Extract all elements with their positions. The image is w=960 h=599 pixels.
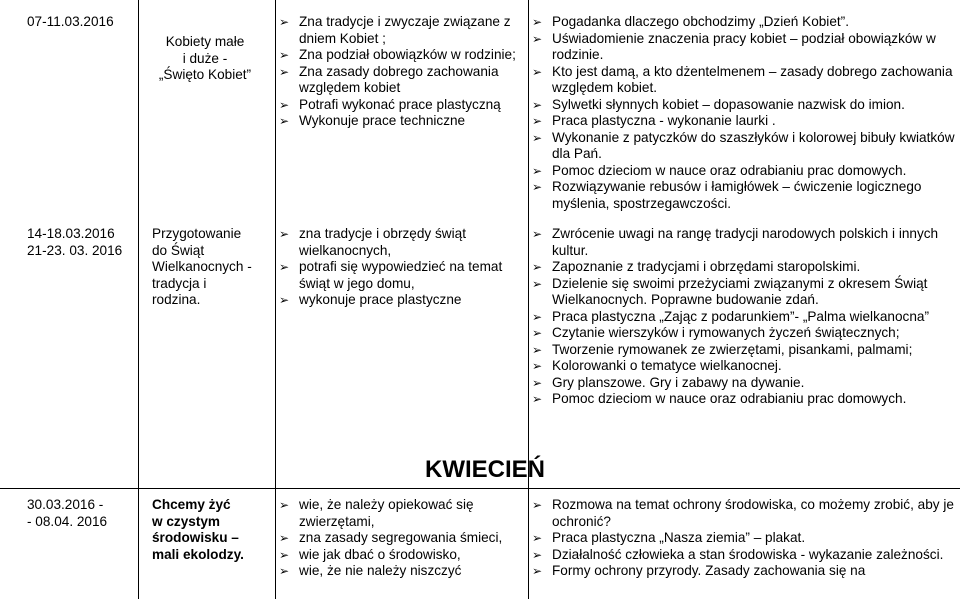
arrowhead-bullet-icon: ➢	[532, 260, 543, 274]
topic-line: i duże -	[182, 50, 228, 66]
row-1-topic	[142, 34, 268, 84]
activity-item-text: Zwrócenie uwagi na rangę tradycji narodowych polskich i innych kultur.	[552, 226, 939, 258]
month-heading: KWIECIEŃ	[425, 456, 545, 483]
arrowhead-bullet-icon: ➢	[279, 531, 290, 545]
activity-item-text: Tworzenie rymowanek ze zwierzętami, pisankami, palmami;	[552, 341, 913, 357]
goal-item-text: wie, że należy opiekować się zwierzętami,	[299, 497, 474, 529]
row-3-activities	[532, 497, 956, 580]
goal-item	[279, 530, 524, 547]
goal-item	[279, 113, 524, 130]
arrowhead-bullet-icon: ➢	[279, 260, 290, 274]
date-range: 21-23. 03. 2016	[27, 242, 123, 258]
arrowhead-bullet-icon: ➢	[532, 163, 543, 178]
arrowhead-bullet-icon: ➢	[532, 114, 543, 128]
row-2-topic	[152, 226, 272, 309]
row-2-goals	[279, 226, 524, 309]
row-2-dates	[27, 226, 135, 259]
activity-item	[532, 179, 956, 212]
date-range: 30.03.2016 -	[27, 497, 104, 512]
goal-item-text: potrafi się wypowiedzieć na temat świąt w jego domu,	[299, 259, 503, 291]
arrowhead-bullet-icon: ➢	[279, 114, 290, 128]
topic-line: Chcemy żyć	[152, 497, 231, 512]
arrowhead-bullet-icon: ➢	[532, 31, 543, 46]
activity-item	[532, 358, 956, 375]
activity-item-text: Wykonanie z patyczków do szaszłyków i kolorowej bibuły kwiatków dla Pań.	[552, 129, 955, 161]
goal-item	[279, 259, 524, 292]
goal-item-text: Zna podział obowiązków w rodzinie;	[299, 47, 516, 62]
activity-item	[532, 14, 956, 31]
activity-item-text: Pogadanka dlaczego obchodzimy „Dzień Kobiet”.	[552, 14, 849, 29]
arrowhead-bullet-icon: ➢	[532, 531, 543, 545]
activity-item-text: Rozwiązywanie rebusów i łamigłówek – ćwiczenie logicznego myślenia, spostrzegawczości.	[552, 179, 922, 211]
goal-item-text: Zna zasady dobrego zachowania względem kobiet	[299, 63, 499, 95]
topic-line: do Świąt	[152, 242, 205, 258]
arrowhead-bullet-icon: ➢	[279, 293, 290, 307]
activity-item	[532, 113, 956, 130]
goal-item	[279, 97, 524, 114]
activity-item	[532, 259, 956, 276]
activity-item	[532, 97, 956, 114]
goal-item-text: Potrafi wykonać prace plastyczną	[299, 96, 501, 112]
goal-item	[279, 47, 524, 64]
activity-item	[532, 563, 956, 580]
arrowhead-bullet-icon: ➢	[279, 97, 290, 112]
row-3-goals	[279, 497, 524, 580]
date-range: 07-11.03.2016	[27, 14, 114, 29]
goal-item	[279, 14, 524, 47]
activity-item-text: Rozmowa na temat ochrony środowiska, co możemy zrobić, aby je ochronić?	[552, 497, 954, 529]
topic-line: Przygotowanie	[152, 226, 242, 241]
goal-item-text: zna tradycje i obrzędy świąt wielkanocnych,	[299, 226, 466, 258]
arrowhead-bullet-icon: ➢	[279, 48, 290, 62]
topic-line: mali ekolodzy.	[152, 546, 244, 562]
goal-item	[279, 64, 524, 97]
arrowhead-bullet-icon: ➢	[532, 64, 543, 79]
goal-item	[279, 292, 524, 309]
activity-item	[532, 163, 956, 180]
activity-item	[532, 342, 956, 359]
activity-item-text: Czytanie wierszyków i rymowanych życzeń świątecznych;	[552, 325, 900, 340]
topic-line: „Święto Kobiet”	[158, 67, 252, 82]
date-range: - 08.04. 2016	[27, 513, 108, 529]
goal-item	[279, 547, 524, 564]
row-1-dates	[27, 14, 135, 31]
arrowhead-bullet-icon: ➢	[532, 130, 543, 145]
arrowhead-bullet-icon: ➢	[532, 15, 543, 29]
goal-item-text: zna zasady segregowania śmieci,	[299, 530, 503, 545]
activity-item	[532, 497, 956, 530]
arrowhead-bullet-icon: ➢	[532, 498, 543, 512]
activity-item	[532, 276, 956, 309]
arrowhead-bullet-icon: ➢	[532, 547, 543, 562]
goal-item-text: Zna tradycje i zwyczaje związane z dniem Kobiet ;	[299, 14, 511, 46]
goal-item-text: wie, że nie należy niszczyć	[299, 563, 462, 578]
arrowhead-bullet-icon: ➢	[532, 227, 543, 241]
activity-item-text: Gry planszowe. Gry i zabawy na dywanie.	[552, 374, 805, 390]
goal-item	[279, 226, 524, 259]
arrowhead-bullet-icon: ➢	[279, 547, 290, 562]
activity-item	[532, 325, 956, 342]
arrowhead-bullet-icon: ➢	[279, 498, 290, 512]
activity-item	[532, 64, 956, 97]
arrowhead-bullet-icon: ➢	[532, 392, 543, 406]
activity-item	[532, 130, 956, 163]
arrowhead-bullet-icon: ➢	[279, 15, 290, 29]
goal-item-text: wykonuje prace plastyczne	[299, 292, 462, 307]
activity-item-text: Pomoc dzieciom w nauce oraz odrabianiu prac domowych.	[552, 162, 907, 178]
activity-item-text: Pomoc dzieciom w nauce oraz odrabianiu prac domowych.	[552, 391, 907, 406]
activity-item	[532, 226, 956, 259]
activity-item	[532, 391, 956, 408]
topic-line: tradycja i	[152, 275, 207, 291]
row-3-topic	[152, 497, 272, 563]
arrowhead-bullet-icon: ➢	[532, 309, 543, 324]
activity-item-text: Kto jest damą, a kto dżentelmenem – zasady dobrego zachowania względem kobiet.	[552, 63, 953, 95]
column-divider	[528, 0, 529, 599]
arrowhead-bullet-icon: ➢	[532, 564, 543, 578]
arrowhead-bullet-icon: ➢	[532, 326, 543, 340]
arrowhead-bullet-icon: ➢	[279, 564, 290, 578]
row-1-activities	[532, 14, 956, 212]
activity-item	[532, 547, 956, 564]
arrowhead-bullet-icon: ➢	[279, 227, 290, 241]
activity-item-text: Formy ochrony przyrody. Zasady zachowania się na	[552, 563, 866, 578]
goal-item	[279, 497, 524, 530]
activity-item-text: Zapoznanie z tradycjami i obrzędami staropolskimi.	[552, 259, 861, 274]
activity-item	[532, 530, 956, 547]
goal-item-text: wie jak dbać o środowisko,	[299, 546, 461, 562]
activity-item-text: Kolorowanki o tematyce wielkanocnej.	[552, 358, 782, 373]
row-2-activities	[532, 226, 956, 408]
activity-item	[532, 31, 956, 64]
topic-line: w czystym	[152, 513, 221, 529]
column-divider	[275, 0, 276, 599]
arrowhead-bullet-icon: ➢	[532, 359, 543, 373]
topic-line: Kobiety małe	[165, 34, 245, 49]
arrowhead-bullet-icon: ➢	[532, 276, 543, 291]
arrowhead-bullet-icon: ➢	[532, 375, 543, 390]
row-1-goals	[279, 14, 524, 130]
activity-item-text: Praca plastyczna „Zając z podarunkiem”- „Palma wielkanocna”	[552, 308, 930, 324]
date-range: 14-18.03.2016	[27, 226, 115, 241]
topic-line: rodzina.	[152, 292, 201, 307]
arrowhead-bullet-icon: ➢	[532, 97, 543, 112]
topic-line: środowisku –	[152, 530, 239, 545]
activity-item-text: Sylwetki słynnych kobiet – dopasowanie nazwisk do imion.	[552, 96, 905, 112]
activity-item-text: Działalność człowieka a stan środowiska - wykazanie zależności.	[552, 546, 944, 562]
row-divider	[0, 488, 960, 489]
row-3-dates	[27, 497, 135, 530]
arrowhead-bullet-icon: ➢	[532, 342, 543, 357]
activity-item	[532, 309, 956, 326]
goal-item	[279, 563, 524, 580]
activity-item-text: Dzielenie się swoimi przeżyciami związanymi z okresem Świąt Wielkanocnych. Poprawne budowanie zdań.	[552, 275, 928, 307]
activity-item-text: Praca plastyczna „Nasza ziemia” – plakat.	[552, 530, 806, 545]
arrowhead-bullet-icon: ➢	[532, 180, 543, 194]
topic-line: Wielkanocnych -	[152, 259, 252, 274]
arrowhead-bullet-icon: ➢	[279, 64, 290, 79]
activity-item	[532, 375, 956, 392]
column-divider	[138, 0, 139, 599]
activity-item-text: Uświadomienie znaczenia pracy kobiet – podział obowiązków w rodzinie.	[552, 30, 936, 62]
activity-item-text: Praca plastyczna - wykonanie laurki .	[552, 113, 776, 128]
goal-item-text: Wykonuje prace techniczne	[299, 113, 466, 128]
